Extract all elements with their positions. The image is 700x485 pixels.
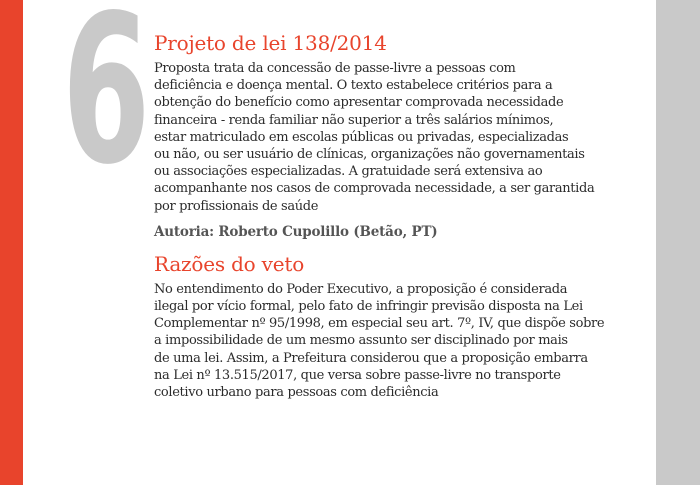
right-side-panel <box>656 0 700 485</box>
bill-description <box>154 60 644 215</box>
bill-description-line: obtenção do benefício como apresentar comprovada necessidade <box>154 95 564 111</box>
left-accent-bar <box>0 0 23 485</box>
bill-description-line: acompanhante nos casos de comprovada necessidade, a ser garantida <box>154 181 595 197</box>
veto-title: Razões do veto <box>154 251 305 276</box>
bill-description-line: ou não, ou ser usuário de clínicas, organizações não governamentais <box>154 147 585 163</box>
veto-text-line: No entendimento do Poder Executivo, a proposição é considerada <box>154 281 568 297</box>
bill-description-line: financeira - renda familiar não superior a três salários mínimos, <box>154 112 554 128</box>
veto-text-line: ilegal por vício formal, pelo fato de infringir previsão disposta na Lei <box>154 299 583 315</box>
bill-description-line: Proposta trata da concessão de passe-livre a pessoas com <box>154 61 516 76</box>
veto-text-line: Complementar nº 95/1998, em especial seu art. 7º, IV, que dispõe sobre <box>154 316 605 332</box>
bill-description-line: ou associações especializadas. A gratuidade será extensiva ao <box>154 164 543 180</box>
veto-text-line: a impossibilidade de um mesmo assunto ser disciplinado por mais <box>154 333 568 349</box>
veto-text-line: de uma lei. Assim, a Prefeitura considerou que a proposição embarra <box>154 350 588 366</box>
bill-authorship: Autoria: Roberto Cupolillo (Betão, PT) <box>154 223 438 240</box>
veto-reasons-text <box>154 281 644 401</box>
bill-title: Projeto de lei 138/2014 <box>154 31 387 55</box>
bill-description-line: estar matriculado em escolas públicas ou privadas, especializadas <box>154 129 569 145</box>
bill-description-line: deficiência e doença mental. O texto estabelece critérios para a <box>154 78 553 94</box>
article-content <box>154 30 644 401</box>
veto-text-line: na Lei nº 13.515/2017, que versa sobre passe-livre no transporte <box>154 367 561 383</box>
bill-description-line: por profissionais de saúde <box>154 198 319 214</box>
section-number: 6 <box>62 0 151 210</box>
veto-text-line: coletivo urbano para pessoas com deficiência <box>154 385 439 401</box>
